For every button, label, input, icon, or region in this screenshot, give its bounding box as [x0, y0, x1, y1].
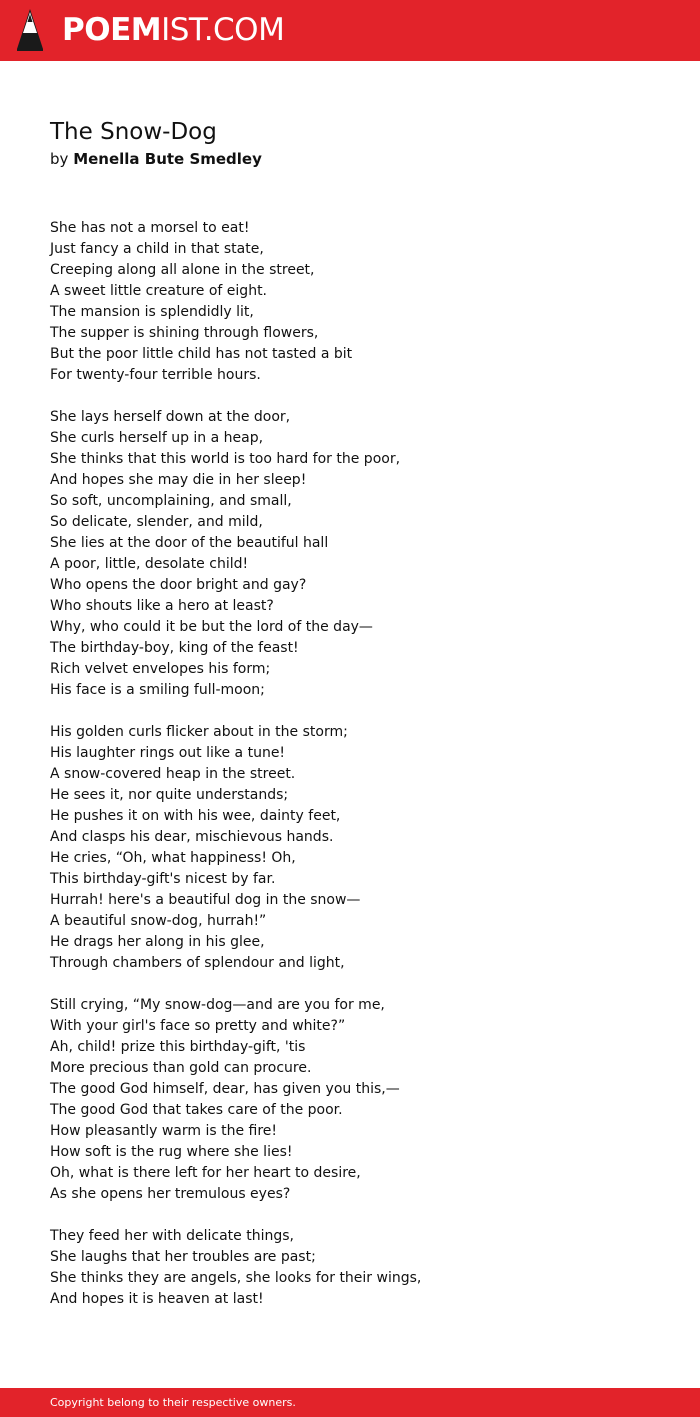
poem-line: Rich velvet envelopes his form; [50, 661, 271, 677]
poem-line: She has not a morsel to eat! [50, 220, 250, 236]
poem-line: The birthday-boy, king of the feast! [50, 640, 299, 656]
poem-line: And hopes she may die in her sleep! [50, 472, 307, 488]
pencil-icon[interactable] [17, 9, 43, 51]
poem-line: A sweet little creature of eight. [50, 283, 268, 299]
logo-light-text: IST.COM [161, 12, 285, 48]
poem-line: His laughter rings out like a tune! [50, 745, 286, 761]
poem-line: Through chambers of splendour and light, [50, 955, 345, 971]
poem-line: She lies at the door of the beautiful hall [50, 535, 329, 551]
poem-line: The supper is shining through flowers, [50, 325, 319, 341]
poem-line: But the poor little child has not tasted a bit [50, 346, 353, 362]
poem-stanza [50, 995, 650, 1205]
poem-line: She thinks that this world is too hard for the poor, [50, 451, 401, 467]
poem-line: Who shouts like a hero at least? [50, 598, 274, 614]
poem-line: As she opens her tremulous eyes? [50, 1186, 291, 1202]
poem-title: The Snow-Dog [50, 119, 217, 145]
poem-line: A beautiful snow-dog, hurrah!” [50, 913, 267, 929]
poem-line: They feed her with delicate things, [50, 1228, 294, 1244]
poem-line: A snow-covered heap in the street. [50, 766, 296, 782]
poem-body [50, 218, 650, 1331]
poem-line: He drags her along in his glee, [50, 934, 265, 950]
copyright-text: Copyright belong to their respective owners. [50, 1396, 296, 1409]
poem-line: Hurrah! here's a beautiful dog in the snow— [50, 892, 361, 908]
site-footer [0, 1388, 700, 1417]
poem-stanza [50, 722, 650, 974]
poem-line: She lays herself down at the door, [50, 409, 291, 425]
poem-line: And clasps his dear, mischievous hands. [50, 829, 334, 845]
byline [50, 148, 262, 170]
poem-stanza [50, 218, 650, 386]
poem-stanza [50, 1226, 650, 1310]
poem-line: A poor, little, desolate child! [50, 556, 249, 572]
poem-line: She curls herself up in a heap, [50, 430, 264, 446]
poem-line: He pushes it on with his wee, dainty feet, [50, 808, 341, 824]
poem-stanza [50, 407, 650, 701]
poem-line: Why, who could it be but the lord of the day— [50, 619, 373, 635]
poem-line: He cries, “Oh, what happiness! Oh, [50, 850, 296, 866]
poem-line: And hopes it is heaven at last! [50, 1291, 264, 1307]
site-logo[interactable] [62, 12, 284, 48]
byline-prefix: by [50, 150, 69, 168]
poem-line: The mansion is splendidly lit, [50, 304, 254, 320]
poem-line: Oh, what is there left for her heart to desire, [50, 1165, 361, 1181]
poem-line: For twenty-four terrible hours. [50, 367, 261, 383]
poem-line: With your girl's face so pretty and white?” [50, 1018, 346, 1034]
poem-line: Creeping along all alone in the street, [50, 262, 315, 278]
poem-line: So soft, uncomplaining, and small, [50, 493, 292, 509]
poem-line: This birthday-gift's nicest by far. [50, 871, 276, 887]
poem-line: More precious than gold can procure. [50, 1060, 312, 1076]
poem-line: Ah, child! prize this birthday-gift, 'tis [50, 1039, 306, 1055]
poem-line: The good God himself, dear, has given you this,— [50, 1081, 400, 1097]
poem-line: How pleasantly warm is the fire! [50, 1123, 278, 1139]
poem-line: She laughs that her troubles are past; [50, 1249, 316, 1265]
logo-bold-text: POEM [62, 12, 162, 48]
poem-line: His face is a smiling full-moon; [50, 682, 265, 698]
author-name: Menella Bute Smedley [73, 150, 262, 168]
poem-line: How soft is the rug where she lies! [50, 1144, 293, 1160]
poem-line: The good God that takes care of the poor. [50, 1102, 343, 1118]
poem-line: His golden curls flicker about in the storm; [50, 724, 348, 740]
poem-line: So delicate, slender, and mild, [50, 514, 263, 530]
poem-line: Still crying, “My snow-dog—and are you for me, [50, 997, 385, 1013]
poem-line: She thinks they are angels, she looks for their wings, [50, 1270, 422, 1286]
site-header [0, 0, 700, 61]
poem-line: He sees it, nor quite understands; [50, 787, 289, 803]
poem-line: Who opens the door bright and gay? [50, 577, 307, 593]
poem-line: Just fancy a child in that state, [50, 241, 264, 257]
